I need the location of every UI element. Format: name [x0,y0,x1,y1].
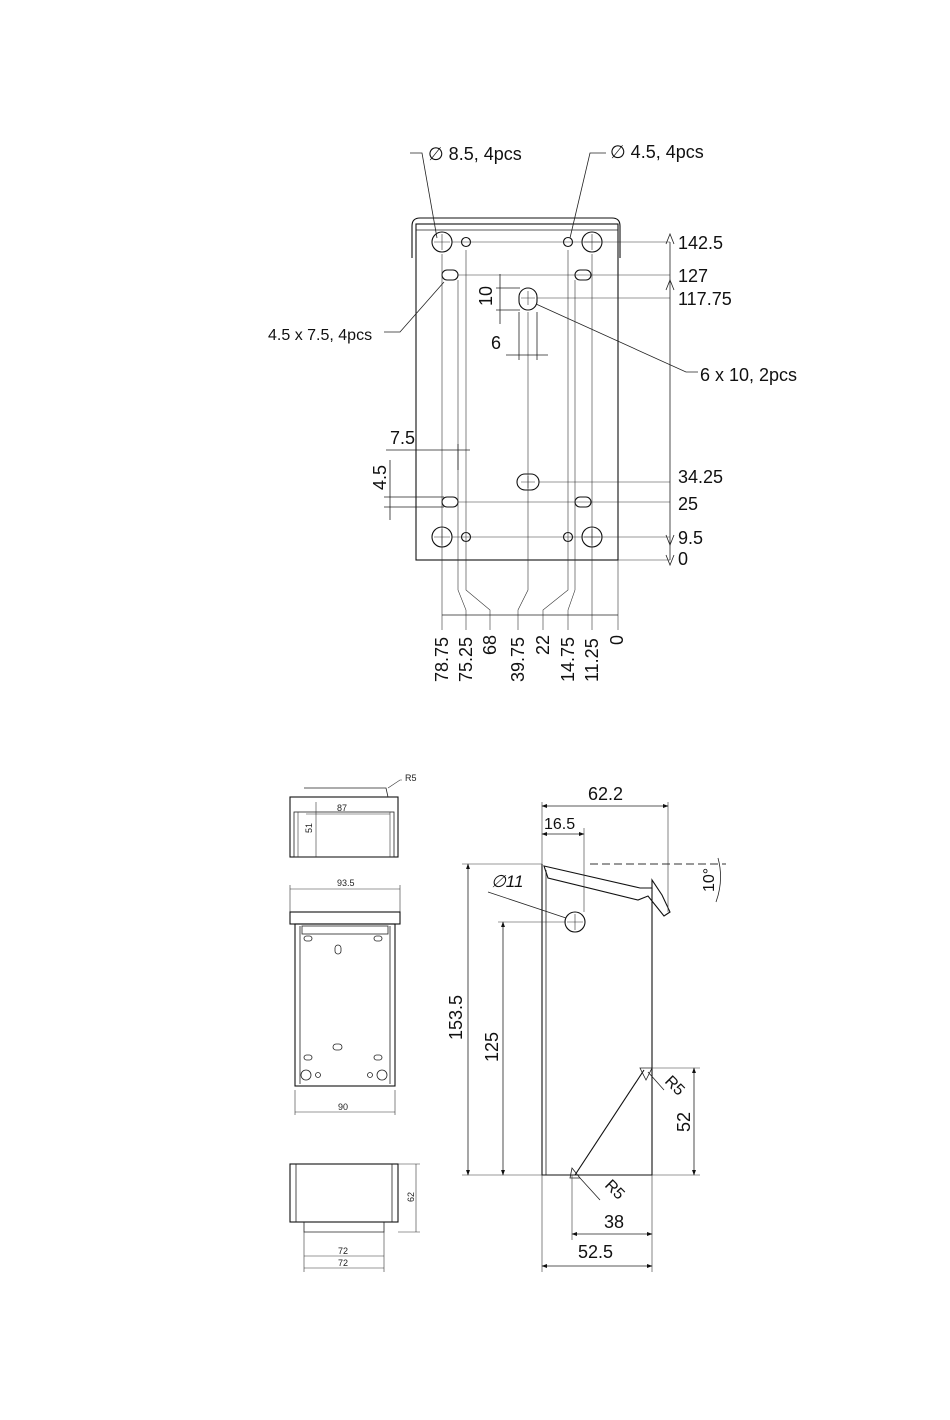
small-front-holes [301,936,387,1080]
side-flange [544,866,670,916]
leader-large-holes [410,153,437,238]
dim-34-25: 34.25 [678,467,724,487]
small-slot-local-dims [384,444,470,520]
dim-9-5: 9.5 [678,528,704,548]
dim-bottom-inner: 38 [604,1212,625,1232]
dim-25: 25 [678,494,699,514]
dim-slot-6: 6 [491,333,502,353]
dim-11-25: 11.25 [582,638,602,682]
callout-large-holes: ∅ 8.5, 4pcs [428,144,522,164]
small-top-height: 51 [304,822,314,833]
dim-75-25: 75.25 [456,636,476,682]
dim-0-horizontal: 0 [607,634,627,645]
dim-hole-dia: ∅11 [491,872,524,891]
dim-127: 127 [678,266,709,286]
bracket-top-view [268,142,797,682]
dim-117-75: 117.75 [678,289,732,309]
small-bottom-height: 62 [406,1191,416,1202]
side-view [446,784,726,1272]
small-bottom-view [290,1164,420,1272]
small-front-outline [295,924,395,1086]
dim-0-vertical: 0 [678,549,689,569]
side-body [542,864,652,1175]
dim-7-5: 7.5 [390,428,416,448]
dim-4-5: 4.5 [370,464,390,490]
dim-hole-offset: 16.5 [544,816,576,833]
slot-local-dims [496,274,548,360]
dim-slot-10: 10 [476,285,496,306]
dim-angle: 10° [701,867,718,892]
dim-68: 68 [480,634,500,655]
leader-small-holes [570,153,606,238]
dim-hole-height: 125 [482,1031,502,1062]
dim-radius-lower: R5 [601,1176,628,1204]
dim-lip-height: 52 [674,1111,694,1132]
small-slots [442,270,591,507]
vertical-dim-line [666,234,674,565]
small-front-view [290,878,400,1115]
callout-small-holes: ∅ 4.5, 4pcs [610,142,704,162]
small-bottom-width-b: 72 [338,1258,349,1268]
dim-14-75: 14.75 [558,636,578,682]
callout-large-slots: 6 x 10, 2pcs [700,365,798,385]
dim-bottom-total: 52.5 [578,1242,614,1262]
plate-outline [416,224,618,560]
extension-lines-bottom [442,250,618,630]
dim-22: 22 [533,634,553,655]
small-holes [462,238,573,542]
small-front-top-width: 93.5 [337,878,355,888]
dim-height-total: 153.5 [446,994,466,1040]
small-front-bottom-width: 90 [338,1102,349,1112]
dim-depth: 62.2 [588,784,624,804]
dim-39-75: 39.75 [508,636,528,682]
dim-radius-upper: R5 [661,1072,688,1100]
leader-large-slots [536,304,698,372]
small-bottom-outline [290,1164,398,1222]
dim-142-5: 142.5 [678,233,724,253]
dim-78-75: 78.75 [432,636,452,682]
leader-small-slots [384,282,444,332]
small-top-width: 87 [337,803,348,813]
small-bottom-width-a: 72 [338,1246,349,1256]
small-top-radius: R5 [405,773,417,783]
small-top-view [290,773,417,857]
callout-small-slots: 4.5 x 7.5, 4pcs [268,327,373,344]
